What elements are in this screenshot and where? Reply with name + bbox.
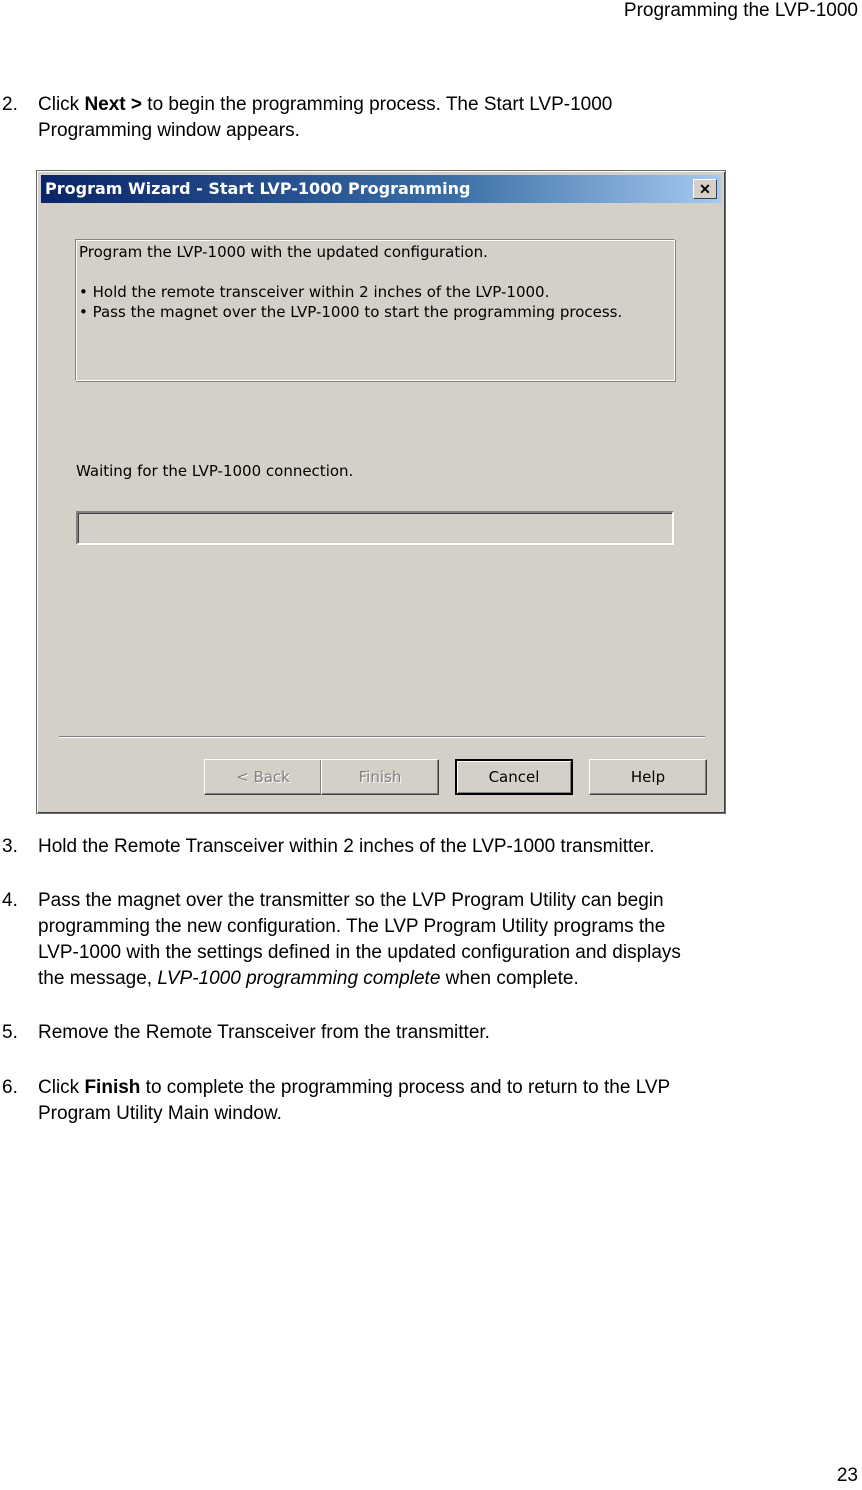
- step-text-line2: programming the new configuration. The LVP Program Utility programs the: [38, 916, 666, 937]
- dialog-title: Program Wizard - Start LVP-1000 Programming: [45, 179, 471, 198]
- finish-button-reference: Finish: [84, 1077, 141, 1098]
- progress-bar: [76, 511, 674, 545]
- step-text-pre: Click: [38, 94, 85, 115]
- back-button[interactable]: < Back: [204, 759, 322, 795]
- step-2: [0, 92, 840, 148]
- step-text: Hold the Remote Transceiver within 2 inches of the LVP-1000 transmitter.: [38, 836, 655, 857]
- step-5: [0, 1020, 840, 1048]
- step-6: [0, 1075, 840, 1131]
- separator: [59, 736, 705, 738]
- instructions-bullet-2: • Pass the magnet over the LVP-1000 to start the programming process.: [79, 303, 623, 321]
- instructions-bullet-1: • Hold the remote transceiver within 2 inches of the LVP-1000.: [79, 283, 550, 301]
- close-icon: ✕: [699, 181, 711, 197]
- step-text-pre: the message,: [38, 968, 158, 989]
- step-number: 4.: [2, 890, 18, 911]
- step-number: 3.: [2, 836, 18, 857]
- step-text-post: to complete the programming process and to return to the LVP: [140, 1077, 671, 1098]
- cancel-button[interactable]: Cancel: [455, 759, 573, 795]
- step-text-line1: Pass the magnet over the transmitter so the LVP Program Utility can begin: [38, 890, 664, 911]
- step-text: [38, 1075, 838, 1127]
- step-4: [0, 888, 840, 994]
- step-text-post: when complete.: [440, 968, 579, 989]
- completion-message: LVP-1000 programming complete: [157, 968, 441, 989]
- instructions-line: Program the LVP-1000 with the updated configuration.: [79, 243, 488, 261]
- instructions-box: [75, 239, 675, 381]
- step-text-pre: Click: [38, 1077, 85, 1098]
- step-number: 2.: [2, 94, 18, 115]
- page-number: 23: [836, 1465, 858, 1486]
- step-3: [0, 834, 840, 862]
- program-wizard-dialog: [36, 170, 726, 814]
- step-number: 5.: [2, 1022, 18, 1043]
- close-button[interactable]: [693, 179, 717, 199]
- step-text-post: to begin the programming process. The Start LVP-1000: [142, 94, 613, 115]
- step-text-line3: LVP-1000 with the settings defined in the updated configuration and displays: [38, 942, 681, 963]
- next-button-reference: Next >: [84, 94, 143, 115]
- help-button[interactable]: Help: [589, 759, 707, 795]
- finish-button[interactable]: Finish: [321, 759, 439, 795]
- step-text: Remove the Remote Transceiver from the transmitter.: [38, 1022, 490, 1043]
- step-text-line2: Program Utility Main window.: [38, 1103, 282, 1124]
- connection-status: Waiting for the LVP-1000 connection.: [76, 462, 354, 480]
- step-text: [38, 92, 838, 144]
- step-text: [38, 888, 838, 992]
- running-header: Programming the LVP-1000: [623, 0, 858, 21]
- step-text-line2: Programming window appears.: [38, 120, 300, 141]
- dialog-titlebar: [41, 175, 721, 203]
- step-number: 6.: [2, 1077, 18, 1098]
